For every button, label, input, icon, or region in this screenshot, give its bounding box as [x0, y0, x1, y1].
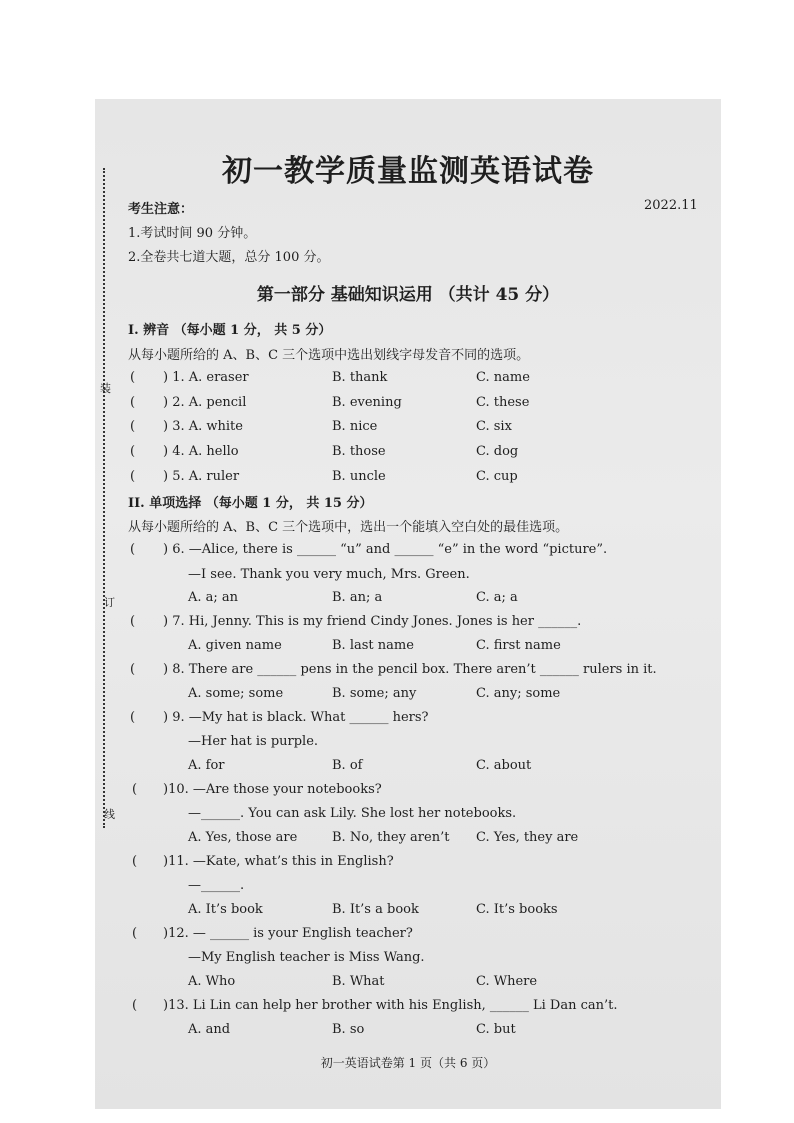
answer-paren[interactable]: ( — [130, 542, 136, 557]
section-heading: I. 辨音 （每小题 1 分， 共 5 分） — [128, 323, 332, 338]
answer-paren[interactable]: ( — [130, 444, 136, 459]
question-option-b: B. evening — [332, 395, 402, 410]
question-stem: ) 6. —Alice, there is ______ “u” and ______ “e” in the word “picture”. — [163, 542, 608, 557]
question-option-b: B. so — [332, 1022, 365, 1037]
answer-paren[interactable]: ( — [130, 469, 136, 484]
question-option-b: B. What — [332, 974, 385, 989]
question-option-a: ) 4. A. hello — [163, 444, 239, 459]
question-option-a: A. Who — [188, 974, 236, 989]
question-option-b: B. some; any — [332, 686, 417, 701]
question-stem: )13. Li Lin can help her brother with his English, ______ Li Dan can’t. — [163, 998, 618, 1013]
question-option-b: B. thank — [332, 370, 388, 385]
question-option-b: B. of — [332, 758, 363, 773]
question-option-b: B. uncle — [332, 469, 386, 484]
notice-label: 考生注意： — [128, 202, 194, 217]
question-option-c: C. It’s books — [476, 902, 558, 917]
question-option-a: ) 1. A. eraser — [163, 370, 249, 385]
question-option-a: ) 2. A. pencil — [163, 395, 247, 410]
section-instruction: 从每小题所给的 A、B、C 三个选项中，选出一个能填入空白处的最佳选项。 — [128, 520, 569, 535]
question-option-c: C. Yes, they are — [476, 830, 579, 845]
question-option-c: C. first name — [476, 638, 561, 653]
question-option-c: C. cup — [476, 469, 518, 484]
question-option-c: C. about — [476, 758, 532, 773]
question-option-c: C. dog — [476, 444, 519, 459]
question-option-b: B. It’s a book — [332, 902, 419, 917]
question-option-a: A. given name — [188, 638, 282, 653]
answer-paren[interactable]: ( — [130, 370, 136, 385]
question-option-a: A. Yes, those are — [188, 830, 298, 845]
question-stem: )10. —Are those your notebooks? — [163, 782, 382, 797]
question-option-a: ) 5. A. ruler — [163, 469, 240, 484]
answer-paren[interactable]: ( — [130, 419, 136, 434]
answer-paren[interactable]: ( — [130, 662, 136, 677]
question-option-b: B. nice — [332, 419, 378, 434]
question-option-c: C. these — [476, 395, 530, 410]
answer-paren[interactable]: ( — [130, 395, 136, 410]
section-heading: II. 单项选择 （每小题 1 分， 共 15 分） — [128, 496, 373, 511]
question-option-a: A. a; an — [188, 590, 239, 605]
answer-paren[interactable]: ( — [130, 710, 136, 725]
question-line: —______. You can ask Lily. She lost her notebooks. — [188, 806, 517, 821]
question-option-b: B. No, they aren’t — [332, 830, 450, 845]
question-stem: )11. —Kate, what’s this in English? — [163, 854, 394, 869]
answer-paren[interactable]: ( — [132, 782, 138, 797]
question-option-a: ) 3. A. white — [163, 419, 243, 434]
question-option-b: B. an; a — [332, 590, 383, 605]
question-option-c: C. but — [476, 1022, 516, 1037]
question-option-c: C. name — [476, 370, 530, 385]
exam-date: 2022.11 — [644, 198, 698, 213]
page-footer: 初一英语试卷第 1 页（共 6 页） — [320, 1056, 496, 1070]
binding-char: 装 — [100, 382, 111, 395]
question-option-c: C. any; some — [476, 686, 561, 701]
question-line: —My English teacher is Miss Wang. — [188, 950, 425, 965]
section-instruction: 从每小题所给的 A、B、C 三个选项中选出划线字母发音不同的选项。 — [128, 348, 530, 363]
question-option-a: A. It’s book — [188, 902, 263, 917]
answer-paren[interactable]: ( — [132, 998, 138, 1013]
note-item: 2.全卷共七道大题，总分 100 分。 — [128, 250, 330, 265]
binding-char: 线 — [104, 808, 115, 821]
question-line: —I see. Thank you very much, Mrs. Green. — [188, 567, 470, 582]
binding-char: 订 — [104, 596, 115, 609]
answer-paren[interactable]: ( — [132, 854, 138, 869]
question-option-a: A. for — [188, 758, 225, 773]
question-option-b: B. last name — [332, 638, 414, 653]
question-option-c: C. a; a — [476, 590, 518, 605]
question-option-c: C. Where — [476, 974, 538, 989]
question-line: —Her hat is purple. — [188, 734, 319, 749]
question-stem: ) 7. Hi, Jenny. This is my friend Cindy Jones. Jones is her ______. — [163, 614, 582, 629]
answer-paren[interactable]: ( — [132, 926, 138, 941]
note-item: 1.考试时间 90 分钟。 — [128, 226, 257, 241]
question-option-a: A. some; some — [188, 686, 284, 701]
question-stem: ) 9. —My hat is black. What ______ hers? — [163, 710, 429, 725]
question-line: —______. — [188, 878, 245, 893]
question-option-c: C. six — [476, 419, 512, 434]
question-option-a: A. and — [188, 1022, 231, 1037]
question-option-b: B. those — [332, 444, 386, 459]
exam-title: 初一教学质量监测英语试卷 — [222, 154, 594, 189]
part-title: 第一部分 基础知识运用 （共计 45 分） — [256, 285, 560, 305]
answer-paren[interactable]: ( — [130, 614, 136, 629]
binding-dotted-line — [103, 168, 105, 828]
question-stem: ) 8. There are ______ pens in the pencil box. There aren’t ______ rulers in it. — [163, 662, 657, 677]
question-stem: )12. — ______ is your English teacher? — [163, 926, 413, 941]
